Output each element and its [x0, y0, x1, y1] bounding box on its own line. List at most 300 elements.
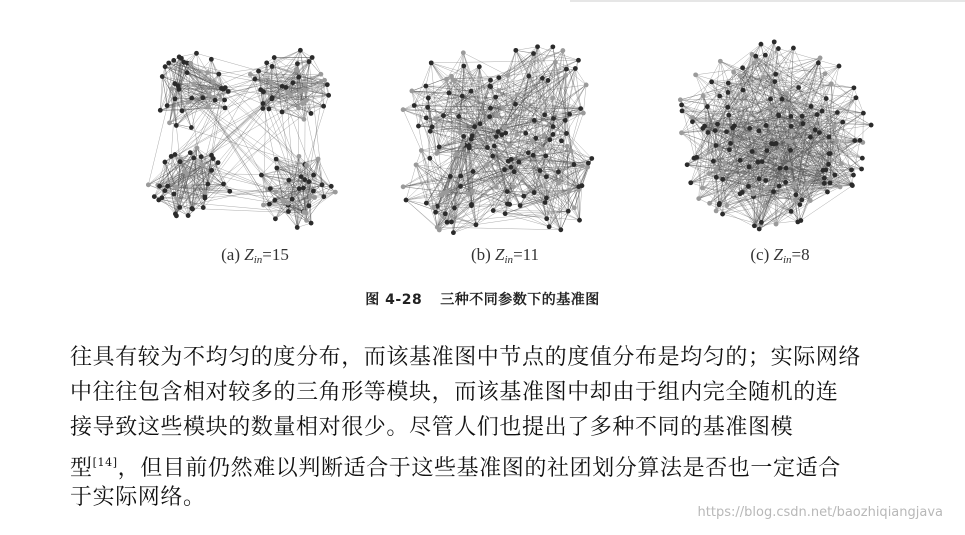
caption-b-sub: in: [504, 254, 514, 266]
network-node: [205, 70, 210, 75]
network-node: [269, 97, 274, 102]
network-edge: [403, 165, 487, 187]
network-node: [456, 114, 461, 119]
network-node: [216, 160, 221, 165]
network-node: [191, 82, 196, 87]
network-node: [416, 124, 421, 129]
body-line-5: 于实际网络。: [70, 485, 206, 510]
network-node: [477, 64, 482, 69]
network-node: [544, 196, 549, 201]
network-node: [834, 138, 839, 143]
network-node: [559, 138, 564, 143]
network-node: [563, 118, 568, 123]
network-node: [267, 202, 272, 207]
network-node: [274, 166, 279, 171]
network-node: [869, 123, 874, 128]
network-node: [286, 201, 291, 206]
network-node: [485, 162, 490, 167]
network-node: [740, 65, 745, 70]
network-node: [821, 168, 826, 173]
network-node: [443, 211, 448, 216]
network-node: [572, 162, 577, 167]
network-node: [174, 184, 179, 189]
network-node: [861, 111, 866, 116]
network-node: [752, 223, 757, 228]
network-node: [852, 138, 857, 143]
network-node: [458, 174, 463, 179]
network-node: [185, 70, 190, 75]
network-node: [213, 98, 218, 103]
network-node: [492, 144, 497, 149]
network-node: [543, 154, 548, 159]
network-node: [718, 59, 723, 64]
network-node: [535, 44, 540, 49]
top-bar: [0, 0, 965, 8]
network-node: [732, 123, 737, 128]
network-node: [320, 182, 325, 187]
network-node: [296, 75, 301, 80]
network-node: [564, 131, 569, 136]
network-edge: [538, 47, 579, 61]
caption-c-value: =8: [791, 245, 810, 264]
network-node: [294, 67, 299, 72]
network-node: [433, 210, 438, 215]
network-node: [290, 197, 295, 202]
network-node: [794, 192, 799, 197]
network-node: [467, 145, 472, 150]
network-node: [556, 181, 561, 186]
network-node: [256, 69, 261, 74]
network-node: [720, 177, 725, 182]
network-node: [837, 64, 842, 69]
top-rule: [570, 0, 965, 2]
network-node: [747, 132, 752, 137]
network-edge: [818, 63, 863, 113]
network-node: [286, 178, 291, 183]
network-node: [185, 171, 190, 176]
network-node: [840, 120, 845, 125]
network-node: [206, 182, 211, 187]
caption-a-sub: in: [253, 254, 263, 266]
network-node: [690, 115, 695, 120]
network-node: [542, 133, 547, 138]
network-node: [854, 95, 859, 100]
network-node: [544, 216, 549, 221]
network-node: [798, 218, 803, 223]
network-node: [783, 180, 788, 185]
network-node: [424, 115, 429, 120]
network-node: [160, 74, 165, 79]
caption-c: [650, 245, 910, 266]
network-node: [494, 134, 499, 139]
network-node: [423, 84, 428, 89]
network-node: [304, 218, 309, 223]
network-node: [800, 114, 805, 119]
network-node: [818, 56, 823, 61]
network-node: [223, 85, 228, 90]
network-node: [430, 125, 435, 130]
network-node: [839, 161, 844, 166]
network-node: [509, 157, 514, 162]
network-node: [576, 184, 581, 189]
network-node: [764, 123, 769, 128]
network-node: [470, 133, 475, 138]
network-node: [678, 97, 683, 102]
network-node: [494, 185, 499, 190]
network-node: [191, 156, 196, 161]
network-node: [707, 201, 712, 206]
network-edge: [403, 110, 421, 151]
network-node: [272, 198, 277, 203]
network-node: [490, 154, 495, 159]
network-node: [146, 182, 151, 187]
network-node: [176, 87, 181, 92]
network-node: [764, 148, 769, 153]
figure-number: 图 4-28: [365, 292, 423, 308]
network-node: [532, 118, 537, 123]
network-node: [258, 87, 263, 92]
network-node: [553, 60, 558, 65]
network-edge: [720, 49, 779, 96]
network-node: [485, 145, 490, 150]
network-node: [824, 96, 829, 101]
network-node: [551, 124, 556, 129]
network-node: [720, 212, 725, 217]
network-graph-c: [650, 20, 910, 240]
network-node: [567, 112, 572, 117]
network-node: [269, 80, 274, 85]
network-node: [851, 173, 856, 178]
network-node: [180, 108, 185, 113]
caption-c-sub: in: [782, 254, 792, 266]
network-node: [284, 85, 289, 90]
network-node: [774, 222, 779, 227]
network-node: [784, 166, 789, 171]
network-node: [156, 198, 161, 203]
network-node: [298, 48, 303, 53]
network-node: [785, 102, 790, 107]
network-node: [700, 126, 705, 131]
network-node: [832, 173, 837, 178]
network-node: [532, 190, 537, 195]
network-node: [264, 60, 269, 65]
network-node: [221, 182, 226, 187]
network-node: [858, 138, 863, 143]
network-node: [701, 94, 706, 99]
network-node: [700, 186, 705, 191]
network-node: [550, 44, 555, 49]
network-node: [199, 154, 204, 159]
network-node: [768, 105, 773, 110]
network-node: [458, 130, 463, 135]
network-node: [542, 112, 547, 117]
network-edge: [261, 159, 276, 175]
network-node: [226, 89, 231, 94]
network-node: [578, 106, 583, 111]
network-node: [724, 203, 729, 208]
network-node: [491, 208, 496, 213]
network-node: [273, 216, 278, 221]
network-node: [298, 89, 303, 94]
network-node: [203, 190, 208, 195]
network-node: [815, 112, 820, 117]
network-node: [759, 220, 764, 225]
network-node: [738, 158, 743, 163]
network-node: [177, 205, 182, 210]
network-node: [860, 156, 865, 161]
caption-a: [125, 245, 385, 266]
network-node: [740, 190, 745, 195]
network-node: [530, 138, 535, 143]
network-node: [441, 113, 446, 118]
caption-c-letter: (c): [750, 245, 770, 264]
network-node: [757, 129, 762, 134]
network-node: [791, 46, 796, 51]
network-node: [260, 106, 265, 111]
network-node: [709, 80, 714, 85]
network-node: [726, 81, 731, 86]
network-node: [518, 203, 523, 208]
network-node: [487, 84, 492, 89]
network-node: [316, 157, 321, 162]
network-node: [792, 182, 797, 187]
network-node: [753, 54, 758, 59]
network-node: [470, 189, 475, 194]
network-node: [746, 184, 751, 189]
network-node: [437, 145, 442, 150]
network-node: [556, 169, 561, 174]
network-node: [321, 194, 326, 199]
network-node: [474, 222, 479, 227]
network-node: [515, 92, 520, 97]
network-node: [828, 181, 833, 186]
network-node: [505, 73, 510, 78]
network-node: [761, 75, 766, 80]
network-node: [472, 124, 477, 129]
network-edge: [493, 211, 568, 212]
body-line-4-rest: ，但目前仍然难以判断适合于这些基准图的社团划分算法是否也一定适合: [117, 456, 841, 481]
network-node: [711, 159, 716, 164]
network-node: [714, 208, 719, 213]
network-node: [516, 160, 521, 165]
network-node: [801, 121, 806, 126]
network-node: [290, 80, 295, 85]
network-node: [461, 50, 466, 55]
network-node: [200, 96, 205, 101]
network-node: [189, 96, 194, 101]
network-node: [756, 160, 761, 165]
caption-a-value: =15: [262, 245, 289, 264]
network-node: [444, 77, 449, 82]
network-node: [300, 101, 305, 106]
network-node: [167, 120, 172, 125]
network-node: [572, 205, 577, 210]
network-node: [449, 220, 454, 225]
network-node: [720, 171, 725, 176]
network-node: [727, 147, 732, 152]
network-node: [227, 189, 232, 194]
network-node: [253, 77, 258, 82]
figure-title: [0, 289, 965, 309]
network-node: [531, 153, 536, 158]
body-line-2: 中往往包含相对较多的三角形等模块，而该基准图中却由于组内完全随机的连: [70, 380, 839, 405]
network-node: [820, 109, 825, 114]
network-node: [502, 167, 507, 172]
network-node: [268, 186, 273, 191]
network-node: [174, 123, 179, 128]
network-node: [799, 198, 804, 203]
network-node: [581, 111, 586, 116]
network-node: [531, 51, 536, 56]
network-node: [512, 169, 517, 174]
network-node: [188, 150, 193, 155]
network-node: [503, 131, 508, 136]
network-node: [772, 79, 777, 84]
network-node: [526, 150, 531, 155]
network-node: [461, 64, 466, 69]
network-node: [178, 159, 183, 164]
body-line-4: [70, 445, 950, 480]
network-node: [304, 211, 309, 216]
network-node: [816, 61, 821, 66]
network-node: [174, 213, 179, 218]
network-node: [266, 107, 271, 112]
caption-a-param: Z: [244, 245, 254, 264]
panel-b: [375, 20, 635, 270]
network-node: [429, 60, 434, 65]
network-node: [188, 61, 193, 66]
network-node: [551, 132, 556, 137]
network-node: [321, 104, 326, 109]
network-node: [526, 74, 531, 79]
citation-ref: [14]: [92, 456, 118, 469]
network-node: [177, 55, 182, 60]
network-node: [312, 195, 317, 200]
network-node: [503, 211, 508, 216]
network-node: [303, 81, 308, 86]
network-edge: [406, 200, 439, 230]
network-node: [793, 197, 798, 202]
network-node: [693, 72, 698, 77]
network-node: [445, 220, 450, 225]
network-node: [202, 196, 207, 201]
network-node: [502, 125, 507, 130]
network-node: [822, 181, 827, 186]
network-node: [563, 73, 568, 78]
network-node: [822, 176, 827, 181]
network-node: [297, 186, 302, 191]
network-node: [281, 199, 286, 204]
network-node: [310, 55, 315, 60]
network-edge: [575, 68, 586, 84]
network-node: [505, 189, 510, 194]
network-node: [694, 155, 699, 160]
network-node: [780, 97, 785, 102]
network-node: [449, 74, 454, 79]
network-node: [207, 93, 212, 98]
network-node: [309, 221, 314, 226]
network-node: [169, 86, 174, 91]
network-node: [829, 81, 834, 86]
network-node: [301, 186, 306, 191]
network-node: [501, 105, 506, 110]
network-node: [832, 125, 837, 130]
network-node: [195, 146, 200, 151]
network-node: [163, 64, 168, 69]
network-node: [560, 48, 565, 53]
network-node: [722, 160, 727, 165]
network-node: [433, 116, 438, 121]
network-node: [326, 93, 331, 98]
network-node: [546, 78, 551, 83]
network-node: [447, 91, 452, 96]
network-node: [173, 152, 178, 157]
body-line-4-prefix: 型: [70, 456, 93, 481]
network-node: [460, 94, 465, 99]
network-node: [261, 101, 266, 106]
network-node: [771, 142, 776, 147]
network-node: [461, 134, 466, 139]
network-node: [726, 90, 731, 95]
network-node: [537, 168, 542, 173]
network-edges: [680, 42, 871, 229]
network-node: [431, 205, 436, 210]
network-node: [259, 173, 264, 178]
network-node: [725, 105, 730, 110]
network-edge: [516, 47, 538, 51]
network-node: [558, 227, 563, 232]
network-node: [311, 189, 316, 194]
network-node: [496, 129, 501, 134]
figure-title-text: 三种不同参数下的基准图: [440, 292, 600, 308]
network-node: [318, 80, 323, 85]
network-node: [773, 72, 778, 77]
network-node: [580, 163, 585, 168]
network-node: [448, 174, 453, 179]
network-node: [171, 58, 176, 63]
network-edge: [414, 105, 436, 153]
caption-b-param: Z: [495, 245, 505, 264]
network-node: [813, 128, 818, 133]
network-node: [768, 97, 773, 102]
network-node: [828, 176, 833, 181]
network-node: [329, 184, 334, 189]
network-node: [469, 89, 474, 94]
network-node: [511, 184, 516, 189]
network-node: [152, 194, 157, 199]
network-node: [295, 61, 300, 66]
network-node: [401, 184, 406, 189]
network-node: [566, 209, 571, 214]
network-node: [734, 138, 739, 143]
network-node: [523, 131, 528, 136]
network-node: [717, 94, 722, 99]
network-node: [165, 103, 170, 108]
network-node: [513, 48, 518, 53]
network-node: [280, 110, 285, 115]
network-edge: [759, 211, 791, 229]
network-node: [223, 105, 228, 110]
network-node: [738, 73, 743, 78]
network-node: [494, 112, 499, 117]
caption-b-letter: (b): [470, 245, 491, 264]
network-node: [274, 157, 279, 162]
network-node: [514, 132, 519, 137]
network-node: [565, 144, 570, 149]
network-node: [458, 184, 463, 189]
network-node: [488, 106, 493, 111]
network-node: [825, 190, 830, 195]
